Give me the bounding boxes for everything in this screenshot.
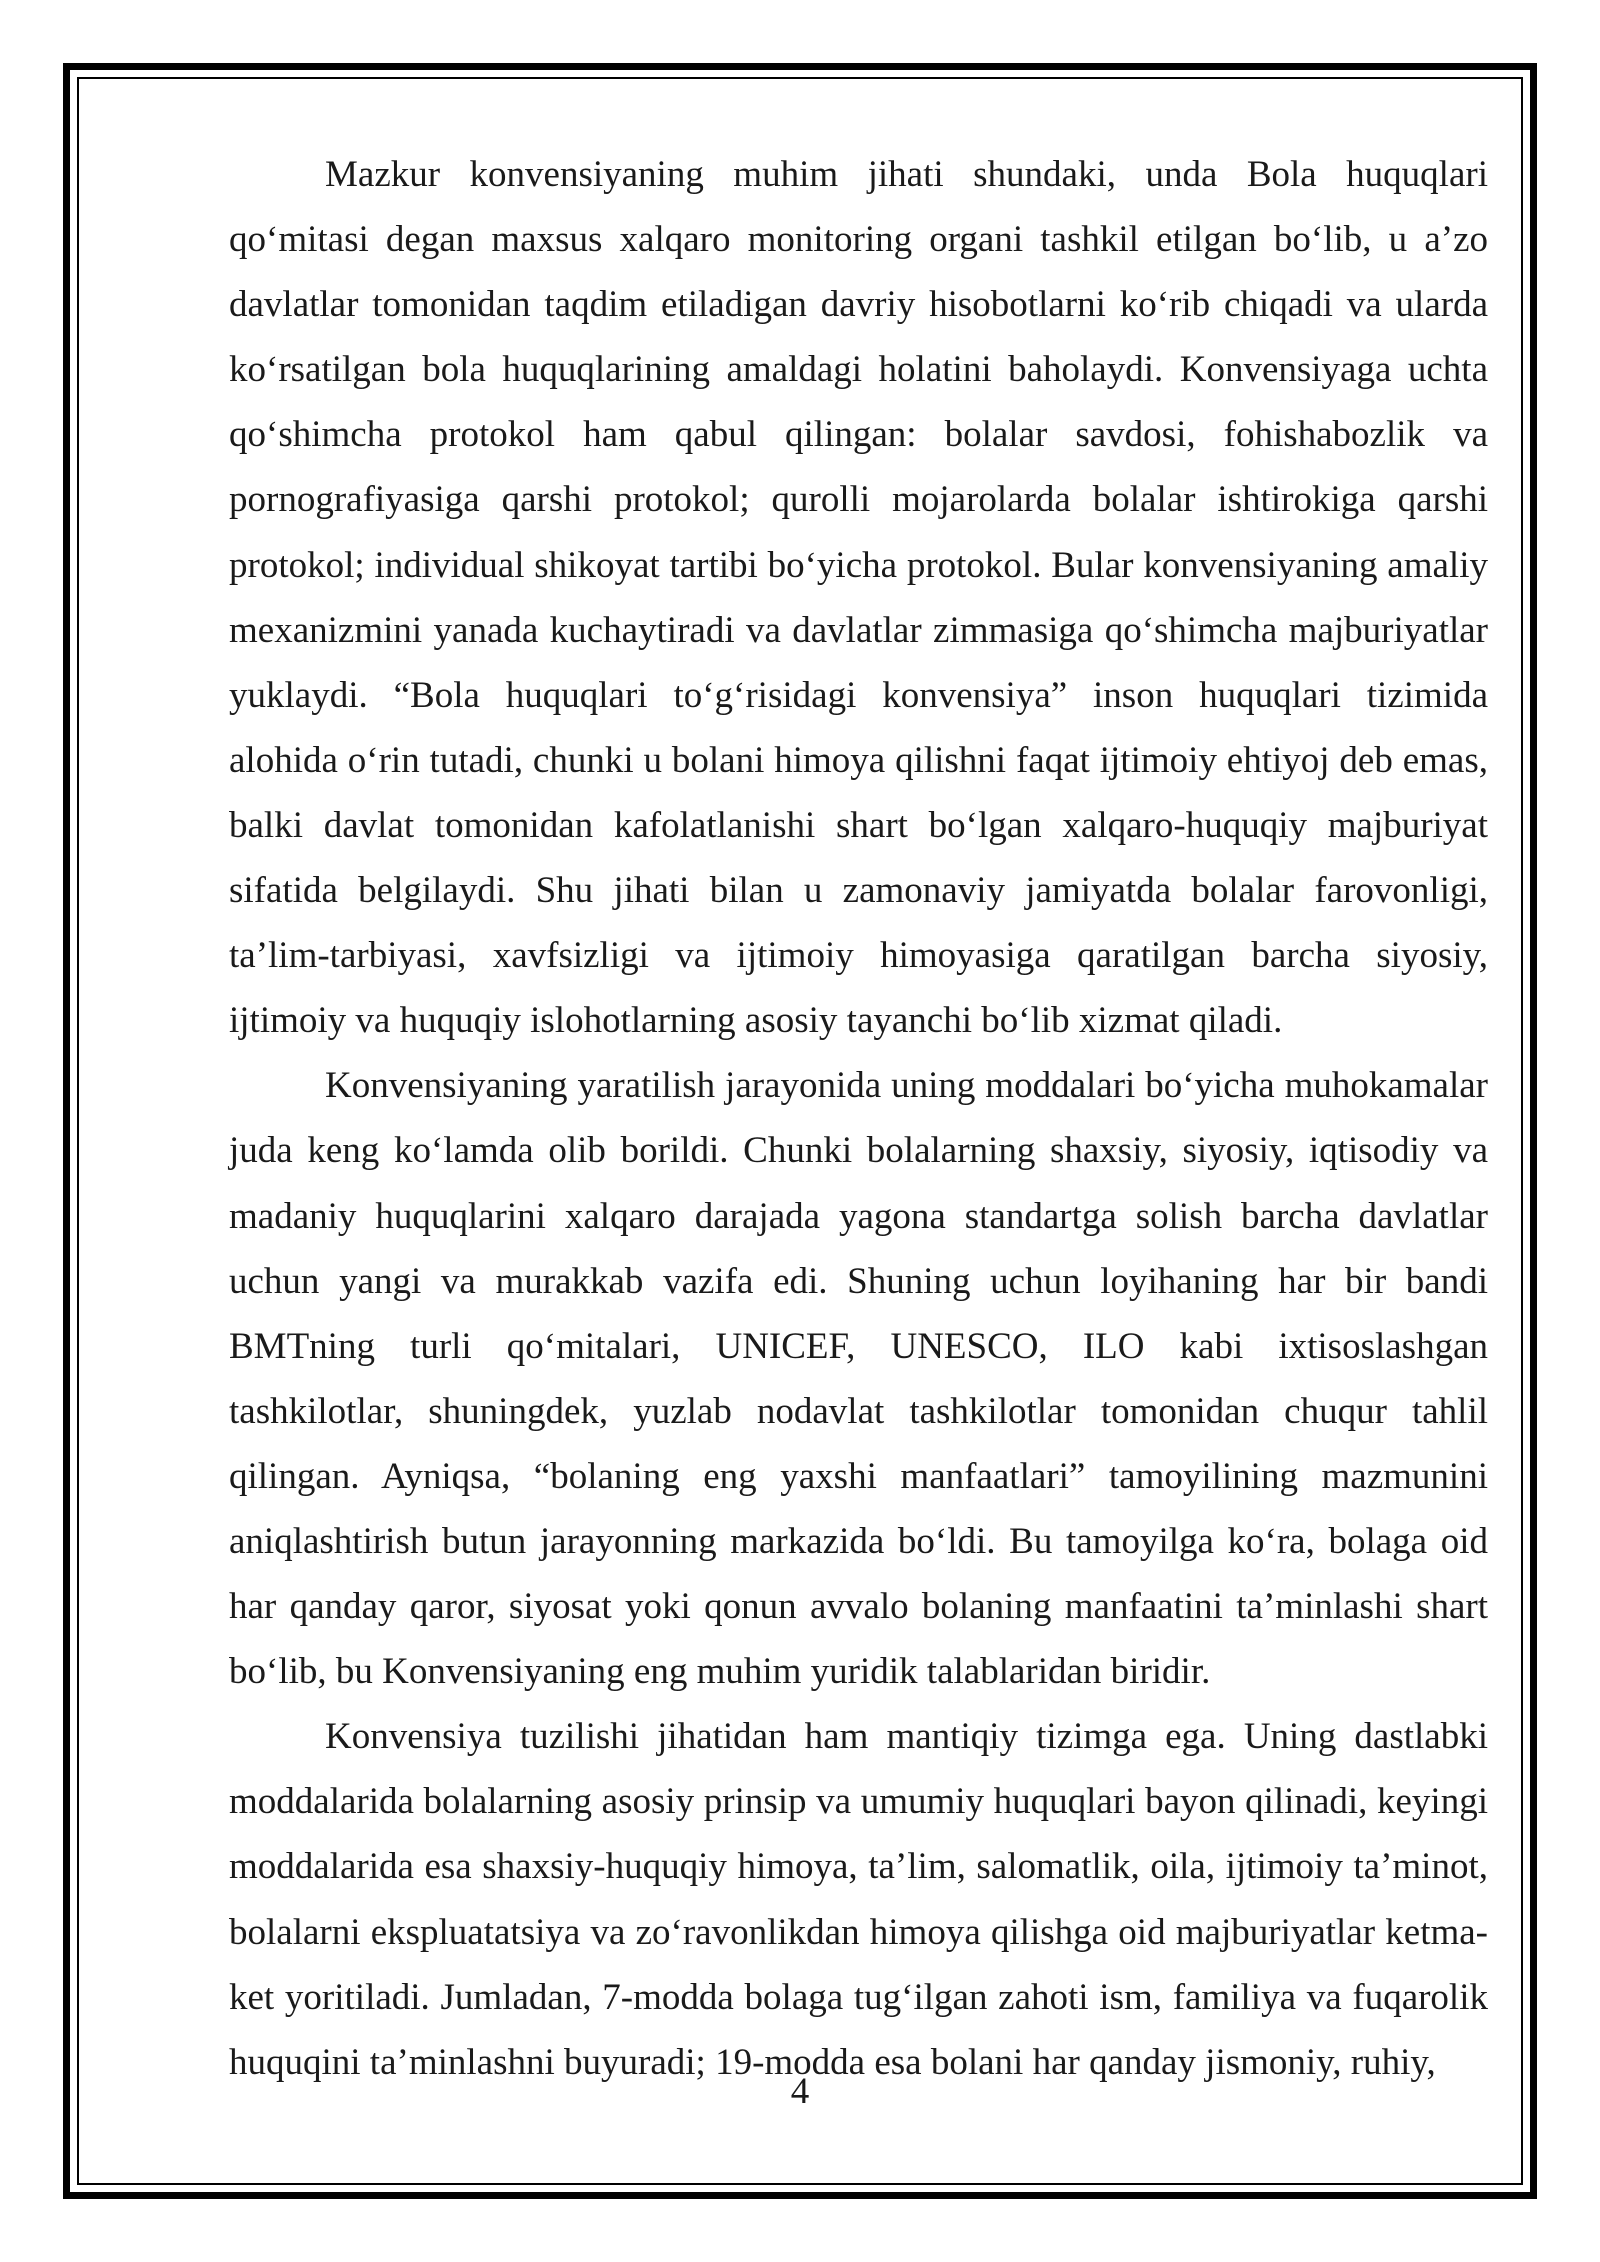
page-number: 4 bbox=[790, 2071, 810, 2112]
paragraph-2: Konvensiyaning yaratilish jarayonida uning moddalari bo‘yicha muhokamalar juda keng ko‘lamda olib borildi. Chunki bolalarning shaxsiy, siyosiy, iqtisodiy va madaniy huquqlarini xalqaro darajada yagona standartga solish barcha davlatlar uchun yangi va murakkab vazifa edi. Shuning uchun loyihaning har bir bandi BMTning turli qo‘mitalari, UNICEF, UNESCO, ILO kabi ixtisoslashgan tashkilotlar, shuningdek, yuzlab nodavlat tashkilotlar tomonidan chuqur tahlil qilingan. Ayniqsa, “bolaning eng yaxshi manfaatlari” tamoyilining mazmunini aniqlashtirish butun jarayonning markazida bo‘ldi. Bu tamoyilga ko‘ra, bolaga oid har qanday qaror, siyosat yoki qonun avvalo bolaning manfaatini ta’minlashi shart bo‘lib, bu Konvensiyaning eng muhim yuridik talablaridan biridir. bbox=[229, 1065, 1488, 1693]
body-text bbox=[229, 142, 1488, 2095]
paragraph-3: Konvensiya tuzilishi jihatidan ham mantiqiy tizimga ega. Uning dastlabki moddalarida bolalarning asosiy prinsip va umumiy huquqlari bayon qilinadi, keyingi moddalarida esa shaxsiy-huquqiy himoya, ta’lim, salomatlik, oila, ijtimoiy ta’minot, bolalarni ekspluatatsiya va zo‘ravonlikdan himoya qilishga oid majburiyatlar ketma-ket yoritiladi. Jumladan, 7-modda bolaga tug‘ilgan zahoti ism, familiya va fuqarolik huquqini ta’minlashni buyuradi; 19-modda esa bolani har qanday jismoniy, ruhiy, bbox=[229, 1716, 1488, 2083]
paragraph-1: Mazkur konvensiyaning muhim jihati shundaki, unda Bola huquqlari qo‘mitasi degan maxsus xalqaro monitoring organi tashkil etilgan bo‘lib, u a’zo davlatlar tomonidan taqdim etiladigan davriy hisobotlarni ko‘rib chiqadi va ularda ko‘rsatilgan bola huquqlarining amaldagi holatini baholaydi. Konvensiyaga uchta qo‘shimcha protokol ham qabul qilingan: bolalar savdosi, fohishabozlik va pornografiyasiga qarshi protokol; qurolli mojarolarda bolalar ishtirokiga qarshi protokol; individual shikoyat tartibi bo‘yicha protokol. Bular konvensiyaning amaliy mexanizmini yanada kuchaytiradi va davlatlar zimmasiga qo‘shimcha majburiyatlar yuklaydi. “Bola huquqlari to‘g‘risidagi konvensiya” inson huquqlari tizimida alohida o‘rin tutadi, chunki u bolani himoya qilishni faqat ijtimoiy ehtiyoj deb emas, balki davlat tomonidan kafolatlanishi shart bo‘lgan xalqaro-huquqiy majburiyat sifatida belgilaydi. Shu jihati bilan u zamonaviy jamiyatda bolalar farovonligi, ta’lim-tarbiyasi, xavfsizligi va ijtimoiy himoyasiga qaratilgan barcha siyosiy, ijtimoiy va huquqiy islohotlarning asosiy tayanchi bo‘lib xizmat qiladi. bbox=[229, 154, 1488, 1042]
